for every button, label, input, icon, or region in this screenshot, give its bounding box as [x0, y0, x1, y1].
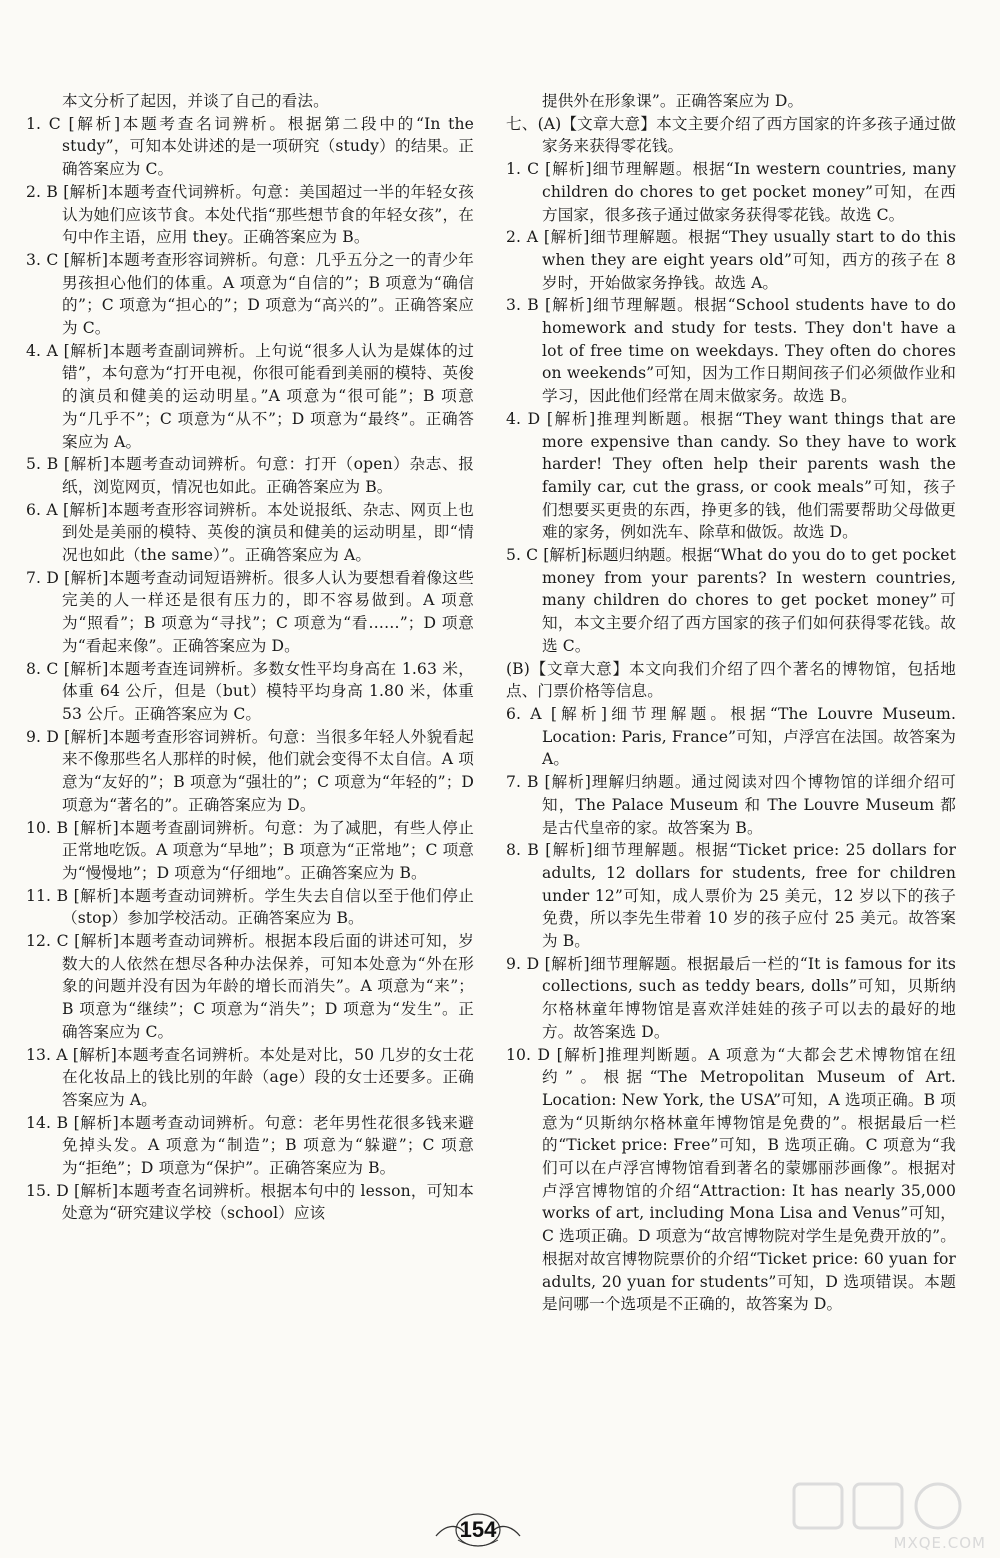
right-paragraph: 6. A [解析]细节理解题。根据“The Louvre Museum. Location: Paris, France”可知，卢浮宫在法国。故答案为 A。 [506, 704, 956, 769]
right-paragraph: 3. B [解析]细节理解题。根据“School students have to do homework and study for tests. They don't have a lot of free time on weekdays. They often do chores on weekends”可知，因为工作日期间孩子们必须做作业和学习，因此他们经常在周末做家务。故选 B。 [506, 296, 956, 406]
left-paragraph: 14. B [解析]本题考查动词辨析。句意：老年男性花很多钱来避免掉头发。A 项意为“制造”；B 项意为“躲避”；C 项意为“拒绝”；D 项意为“保护”。正确答案应为 B。 [26, 1113, 474, 1178]
left-column [26, 90, 474, 1225]
watermark-text: MXQE.COM [893, 1534, 986, 1552]
right-column [506, 90, 956, 1316]
left-paragraph: 8. C [解析]本题考查连词辨析。多数女性平均身高在 1.63 米，体重 64 公斤，但是（but）模特平均身高 1.80 米，体重 53 公斤。正确答案应为 C。 [26, 659, 474, 723]
left-paragraph: 13. A [解析]本题考查名词辨析。本处是对比，50 几岁的女士花在化妆品上的钱比别的年龄（age）段的女士还要多。正确答案应为 A。 [26, 1045, 474, 1109]
right-paragraph: 七、(A)【文章大意】本文主要介绍了西方国家的许多孩子通过做家务来获得零花钱。 [506, 114, 956, 156]
left-paragraph: 15. D [解析]本题考查名词辨析。根据本句中的 lesson，可知本处意为“研究建议学校（school）应该 [26, 1181, 474, 1223]
right-paragraph: 5. C [解析]标题归纳题。根据“What do you do to get pocket money from your parents? In western countries, many children do chores to get pocket money”可知，本文主要介绍了西方国家的孩子们如何获得零花钱。故选 C。 [506, 546, 956, 655]
left-paragraph: 2. B [解析]本题考查代词辨析。句意：美国超过一半的年轻女孩认为她们应该节食。本处代指“那些想节食的年轻女孩”，在句中作主语，应用 they。正确答案应为 B。 [26, 182, 474, 247]
left-paragraph: 7. D [解析]本题考查动词短语辨析。很多人认为要想看着像这些完美的人一样还是很有压力的，即不容易做到。A 项意为“照看”；B 项意为“寻找”；C 项意为“看……”；D 项意为“看起来像”。正确答案应为 D。 [26, 568, 474, 655]
watermark [786, 1480, 986, 1552]
right-paragraph: 1. C [解析]细节理解题。根据“In western countries, many children do chores to get pocket money”可知，在西方国家，很多孩子通过做家务获得零花钱。故选 C。 [506, 160, 956, 224]
right-paragraph: (B)【文章大意】本文向我们介绍了四个著名的博物馆，包括地点、门票价格等信息。 [506, 659, 956, 701]
right-paragraph: 7. B [解析]理解归纳题。通过阅读对四个博物馆的详细介绍可知，The Palace Museum 和 The Louvre Museum 都是古代皇帝的家。故答案为 B。 [506, 773, 956, 837]
right-paragraph: 9. D [解析]细节理解题。根据最后一栏的“It is famous for its collections, such as teddy bears, dolls”可知，贝斯纳尔格林童年博物馆是喜欢洋娃娃的孩子可以去的最好的地方。故答案选 D。 [506, 954, 956, 1041]
right-paragraph: 8. B [解析]细节理解题。根据“Ticket price: 25 dollars for adults, 12 dollars for students, free for children under 12”可知，成人票价为 25 美元，12 岁以下的孩子免费，所以李先生带着 10 岁的孩子应付 25 美元。故答案为 B。 [506, 841, 956, 951]
right-paragraph: 提供外在形象课”。正确答案应为 D。 [542, 92, 804, 110]
right-paragraph: 10. D [解析]推理判断题。A 项意为“大都会艺术博物馆在纽约”。根据“The Metropolitan Museum of Art. Location: New York, the USA”可知，A 选项正确。B 项意为“贝斯纳尔格林童年博物馆是免费的”。根据最后一栏的“Ticket price: Free”可知，B 选项正确。C 项意为“我们可以在卢浮宫博物馆看到著名的蒙娜丽莎画像”。根据对卢浮宫博物馆的介绍“Attraction: It has nearly 35,000 works of art, including Mona Lisa and Venus”可知，C 选项正确。D 项意为“故宫博物院对学生是免费开放的”。根据对故宫博物院票价的介绍“Ticket price: 60 yuan for adults, 20 yuan for students”可知，D 选项错误。本题是问哪一个选项是不正确的，故答案为 D。 [506, 1045, 956, 1314]
page-number: 154 [459, 1517, 497, 1542]
left-paragraph: 4. A [解析]本题考查副词辨析。上句说“很多人认为是媒体的过错”，本句意为“打开电视，你很可能看到美丽的模特、英俊的演员和健美的运动明星。”A 项意为“很可能”；B 项意为“几乎不”；C 项意为“从不”；D 项意为“最终”。正确答案应为 A。 [26, 341, 474, 451]
right-paragraph: 4. D [解析]推理判断题。根据“They want things that are more expensive than candy. So they have to work harder! They often help their parents wash the family car, cut the grass, or cook meals”可知，孩子们想要买更贵的东西，挣更多的钱，他们需要帮助父母做更难的家务，例如洗车、除草和做饭。故选 D。 [506, 409, 956, 542]
left-paragraph: 10. B [解析]本题考查副词辨析。句意：为了减肥，有些人停止正常地吃饭。A 项意为“早地”；B 项意为“正常地”；C 项意为“慢慢地”；D 项意为“仔细地”。正确答案应为 B。 [26, 818, 474, 882]
left-paragraph: 11. B [解析]本题考查动词辨析。学生失去自信以至于他们停止（stop）参加学校活动。正确答案应为 B。 [26, 886, 474, 928]
left-paragraph: 9. D [解析]本题考查形容词辨析。句意：当很多年轻人外貌看起来不像那些名人那样的时候，他们就会变得不太自信。A 项意为“友好的”；B 项意为“强壮的”；C 项意为“年轻的”；D 项意为“著名的”。正确答案应为 D。 [26, 727, 474, 814]
left-paragraph: 3. C [解析]本题考查形容词辨析。句意：几乎五分之一的青少年男孩担心他们的体重。A 项意为“自信的”；B 项意为“确信的”；C 项意为“担心的”；D 项意为“高兴的”。正确答案应为 C。 [26, 250, 474, 338]
left-paragraph: 1. C [解析]本题考查名词辨析。根据第二段中的“In the study”，可知本处讲述的是一项研究（study）的结果。正确答案应为 C。 [26, 114, 474, 179]
left-paragraph: 5. B [解析]本题考查动词辨析。句意：打开（open）杂志、报纸，浏览网页，情况也如此。正确答案应为 B。 [26, 455, 474, 496]
left-paragraph: 本文分析了起因，并谈了自己的看法。 [62, 92, 329, 110]
right-paragraph: 2. A [解析]细节理解题。根据“They usually start to do this when they are eight years old”可知，西方的孩子在 8 岁时，开始做家务挣钱。故选 A。 [506, 228, 956, 292]
watermark-logo-icon [786, 1480, 986, 1536]
left-paragraph: 12. C [解析]本题考查动词辨析。根据本段后面的讲述可知，岁数大的人依然在想尽各种办法保养，可知本处意为“外在形象的问题并没有因为年龄的增长而消失”。A 项意为“来”；B 项意为“继续”；C 项意为“消失”；D 项意为“发生”。正确答案应为 C。 [26, 932, 474, 1041]
left-paragraph: 6. A [解析]本题考查形容词辨析。本处说报纸、杂志、网页上也到处是美丽的模特、英俊的演员和健美的运动明星，即“情况也如此（the same）”。正确答案应为 A。 [26, 500, 474, 565]
